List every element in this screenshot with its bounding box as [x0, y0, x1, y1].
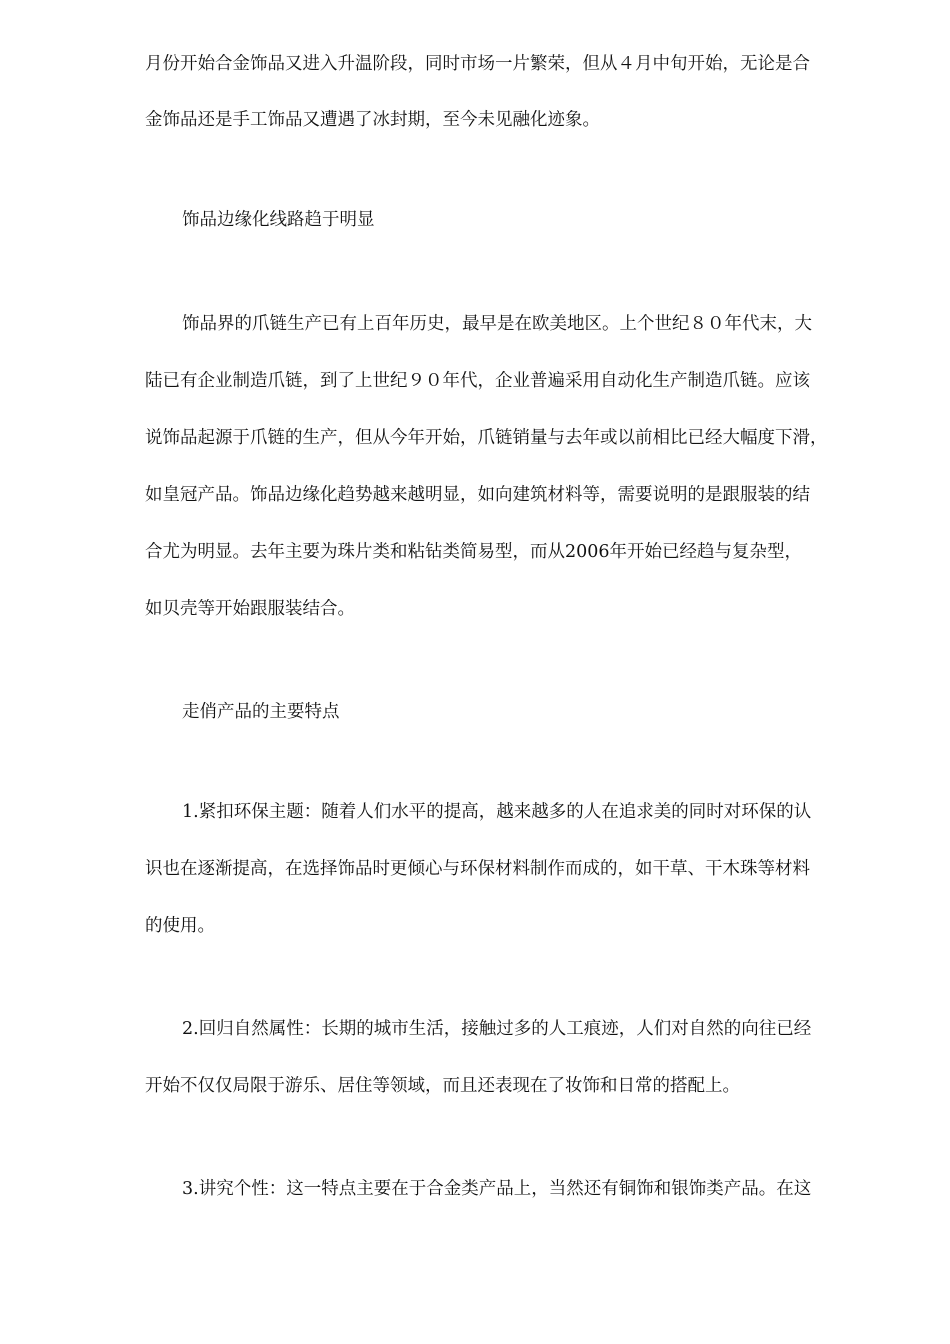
text-line: 的使用。	[145, 916, 215, 936]
section-heading: 饰品边缘化线路趋于明显	[182, 210, 375, 230]
list-item: 1.紧扣环保主题：随着人们水平的提高，越来越多的人在追求美的同时对环保的认	[182, 802, 812, 822]
text-line: 合尤为明显。去年主要为珠片类和粘钻类简易型，而从2006年开始已经趋与复杂型，	[145, 542, 803, 562]
text-line: 识也在逐渐提高，在选择饰品时更倾心与环保材料制作而成的，如干草、干木珠等材料	[145, 859, 810, 879]
text-line: 金饰品还是手工饰品又遭遇了冰封期，至今未见融化迹象。	[145, 110, 600, 130]
list-item: 3.讲究个性：这一特点主要在于合金类产品上，当然还有铜饰和银饰类产品。在这	[182, 1179, 812, 1199]
section-heading: 走俏产品的主要特点	[182, 702, 340, 722]
text-line: 月份开始合金饰品又进入升温阶段，同时市场一片繁荣，但从４月中旬开始，无论是合	[145, 54, 810, 74]
text-line: 饰品界的爪链生产已有上百年历史，最早是在欧美地区。上个世纪８０年代末，大	[182, 314, 812, 334]
list-item: 2.回归自然属性：长期的城市生活，接触过多的人工痕迹，人们对自然的向往已经	[182, 1019, 812, 1039]
text-line: 陆已有企业制造爪链，到了上世纪９０年代，企业普遍采用自动化生产制造爪链。应该	[145, 371, 810, 391]
text-line: 说饰品起源于爪链的生产，但从今年开始，爪链销量与去年或以前相比已经大幅度下滑，	[145, 428, 828, 448]
text-line: 如贝壳等开始跟服装结合。	[145, 599, 355, 619]
text-line: 如皇冠产品。饰品边缘化趋势越来越明显，如向建筑材料等，需要说明的是跟服装的结	[145, 485, 810, 505]
text-line: 开始不仅仅局限于游乐、居住等领域，而且还表现在了妆饰和日常的搭配上。	[145, 1076, 740, 1096]
